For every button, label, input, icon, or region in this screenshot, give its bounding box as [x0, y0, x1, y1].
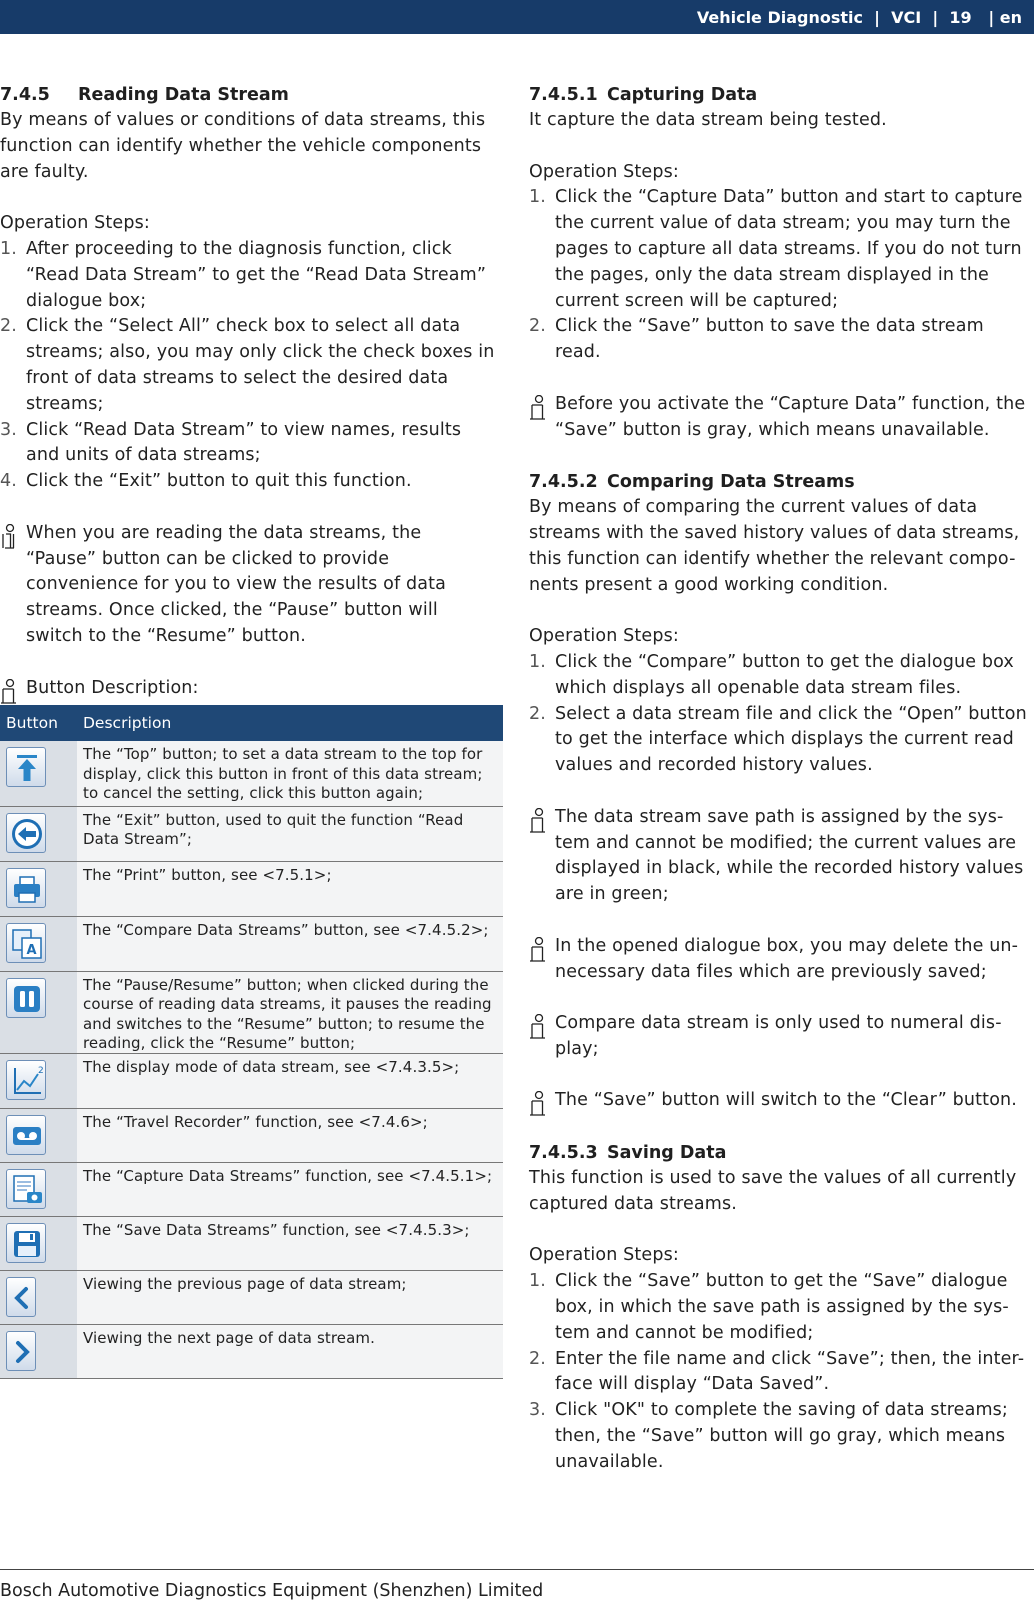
info-icon: [529, 1091, 549, 1118]
list-item: 1. After proceeding to the diagnosis function, click “Read Data Stream” to get the “Read Data Stream” dialogue box;: [0, 238, 487, 311]
list-item: 3. Click "OK" to complete the saving of data streams; then, the “Save” button will go gray, which means unavailable.: [529, 1400, 1008, 1472]
table-row: [0, 971, 503, 1054]
info-note: Before you activate the “Capture Data” function, the “Save” button is gray, which means unavailable.: [529, 392, 1034, 444]
info-note: The “Save” button will switch to the “Clear” button.: [529, 1088, 1034, 1114]
right-column: [529, 82, 1034, 1476]
table-row: [0, 1217, 503, 1271]
table-row: [0, 806, 503, 861]
table-cell-description: The “Travel Recorder” function, see <7.4.6>;: [77, 1109, 503, 1163]
header-separator: |: [988, 8, 995, 27]
next-page-icon: [6, 1331, 36, 1371]
capture-camera-icon: [6, 1169, 46, 1209]
graph-icon: [6, 1060, 46, 1100]
table-header-button: Button: [0, 705, 77, 741]
table-cell-description: Viewing the previous page of data stream;: [77, 1271, 503, 1325]
subsection-number: 7.4.5.3: [529, 1143, 598, 1164]
compare-icon: [6, 923, 46, 963]
steps-label: Operation Steps:: [529, 1245, 679, 1266]
table-cell-description: The “Compare Data Streams” button, see <7.4.5.2>;: [77, 916, 503, 971]
steps-label: Operation Steps:: [529, 626, 679, 647]
footer-company: Bosch Automotive Diagnostics Equipment (Shenzhen) Limited: [0, 1581, 544, 1601]
subsection-title: Comparing Data Streams: [607, 472, 855, 493]
info-note: When you are reading the data streams, the “Pause” button can be clicked to provide convenience for you to view the results of data streams. Once clicked, the “Pause” button will switch to the “Resume” button.: [0, 521, 497, 650]
table-cell-description: The “Exit” button, used to quit the function “Read Data Stream”;: [77, 806, 503, 861]
header-separator: |: [932, 8, 939, 27]
table-row: [0, 1109, 503, 1163]
steps-label: Operation Steps:: [0, 213, 150, 234]
steps-list: [529, 1269, 1034, 1475]
subsection-heading: [529, 1140, 1034, 1166]
subsection-heading: [529, 469, 1034, 495]
steps-list: [529, 650, 1034, 779]
table-row: [0, 1163, 503, 1217]
info-icon: [529, 808, 549, 835]
subsection-intro: By means of comparing the current values of data streams with the saved history values of data streams, this function can identify whether the relevant compo-nents present a good working condition.: [529, 497, 1020, 595]
pause-icon: [6, 978, 46, 1018]
subsection-title: Saving Data: [607, 1143, 727, 1164]
list-item: 2. Click the “Select All” check box to select all data streams; also, you may only click the check boxes in front of data streams to select the desired data streams;: [0, 316, 495, 414]
tape-recorder-icon: [6, 1115, 46, 1155]
section-number: 7.4.5: [0, 85, 50, 105]
exit-arrow-icon: [6, 813, 46, 853]
subsection-number: 7.4.5.1: [529, 85, 598, 105]
info-icon: [529, 937, 549, 964]
table-cell-description: The display mode of data stream, see <7.4.3.5>;: [77, 1054, 503, 1109]
table-row: [0, 861, 503, 916]
subsection-title: Capturing Data: [607, 85, 758, 105]
page-header: [0, 0, 1034, 34]
list-item: 4. Click the “Exit” button to quit this function.: [0, 471, 412, 492]
svg-text:2: 2: [38, 1066, 44, 1077]
table-row: [0, 916, 503, 971]
info-icon: [529, 1014, 549, 1041]
list-item: 3. Click “Read Data Stream” to view names, results and units of data streams;: [0, 419, 462, 466]
arrow-top-icon: [6, 747, 46, 787]
table-cell-description: Viewing the next page of data stream.: [77, 1325, 503, 1379]
section-intro: By means of values or conditions of data streams, this function can identify whether the vehicle components are faulty.: [0, 110, 486, 182]
info-icon: [0, 679, 20, 706]
header-title: Vehicle Diagnostic: [696, 8, 864, 27]
svg-text:A: A: [26, 942, 37, 958]
list-item: 2. Select a data stream file and click the “Open” button to get the interface which displays the current read values and recorded history values.: [529, 703, 1027, 776]
subsection-number: 7.4.5.2: [529, 472, 598, 493]
info-note: Compare data stream is only used to numeral dis-play;: [529, 1011, 1034, 1063]
section-heading: [0, 82, 497, 108]
list-item: 1. Click the “Compare” button to get the dialogue box which displays all openable data stream files.: [529, 651, 1014, 698]
list-item: 1. Click the “Save” button to get the “Save” dialogue box, in which the save path is assigned by the sys-tem and cannot be modified;: [529, 1271, 1009, 1343]
subsection-heading: [529, 82, 1034, 108]
footer-divider: [0, 1569, 1034, 1570]
list-item: 2. Click the “Save” button to save the data stream read.: [529, 316, 984, 363]
header-language: en: [999, 8, 1022, 27]
table-cell-description: The “Print” button, see <7.5.1>;: [77, 861, 503, 916]
button-description-table: [0, 705, 503, 1379]
table-cell-description: The “Capture Data Streams” function, see <7.4.5.1>;: [77, 1163, 503, 1217]
section-title: Reading Data Stream: [78, 85, 289, 105]
previous-page-icon: [6, 1277, 36, 1317]
info-icon: [0, 524, 20, 551]
list-item: 2. Enter the file name and click “Save”; then, the inter-face will display “Data Saved”.: [529, 1348, 1025, 1395]
steps-label: Operation Steps:: [529, 161, 679, 182]
table-cell-description: The “Pause/Resume” button; when clicked during the course of reading data streams, it pauses the reading and switches to the “Resume” button; to resume the reading, click the “Resume” button;: [77, 971, 503, 1054]
left-column: [0, 82, 497, 1379]
table-row: [0, 1054, 503, 1109]
header-product: VCI: [891, 8, 922, 27]
table-row: [0, 1325, 503, 1379]
steps-list: [0, 237, 497, 495]
table-row: [0, 1271, 503, 1325]
table-header-description: Description: [77, 705, 503, 741]
subsection-intro: This function is used to save the values of all currently captured data streams.: [529, 1168, 1017, 1214]
save-disk-icon: [6, 1223, 46, 1263]
steps-list: [529, 185, 1034, 366]
info-note: The data stream save path is assigned by the sys-tem and cannot be modified; the current values are displayed in black, while the recorded history values are in green;: [529, 805, 1034, 908]
info-icon: [529, 395, 549, 422]
info-note: Button Description:: [0, 676, 497, 702]
subsection-intro: It capture the data stream being tested.: [529, 110, 887, 130]
table-row: [0, 741, 503, 806]
table-cell-description: The “Save Data Streams” function, see <7.4.5.3>;: [77, 1217, 503, 1271]
info-note: In the opened dialogue box, you may delete the un-necessary data files which are previously saved;: [529, 934, 1034, 986]
list-item: 1. Click the “Capture Data” button and start to capture the current value of data stream; you may turn the pages to capture all data streams. If you do not turn the pages, only the data stream displayed in the current screen will be captured;: [529, 187, 1023, 311]
table-cell-description: The “Top” button; to set a data stream to the top for display, click this button in front of this data stream; to cancel the setting, click this button again;: [77, 741, 503, 806]
printer-icon: [6, 868, 46, 908]
header-page-number: 19: [949, 8, 972, 27]
header-separator: |: [874, 8, 880, 27]
